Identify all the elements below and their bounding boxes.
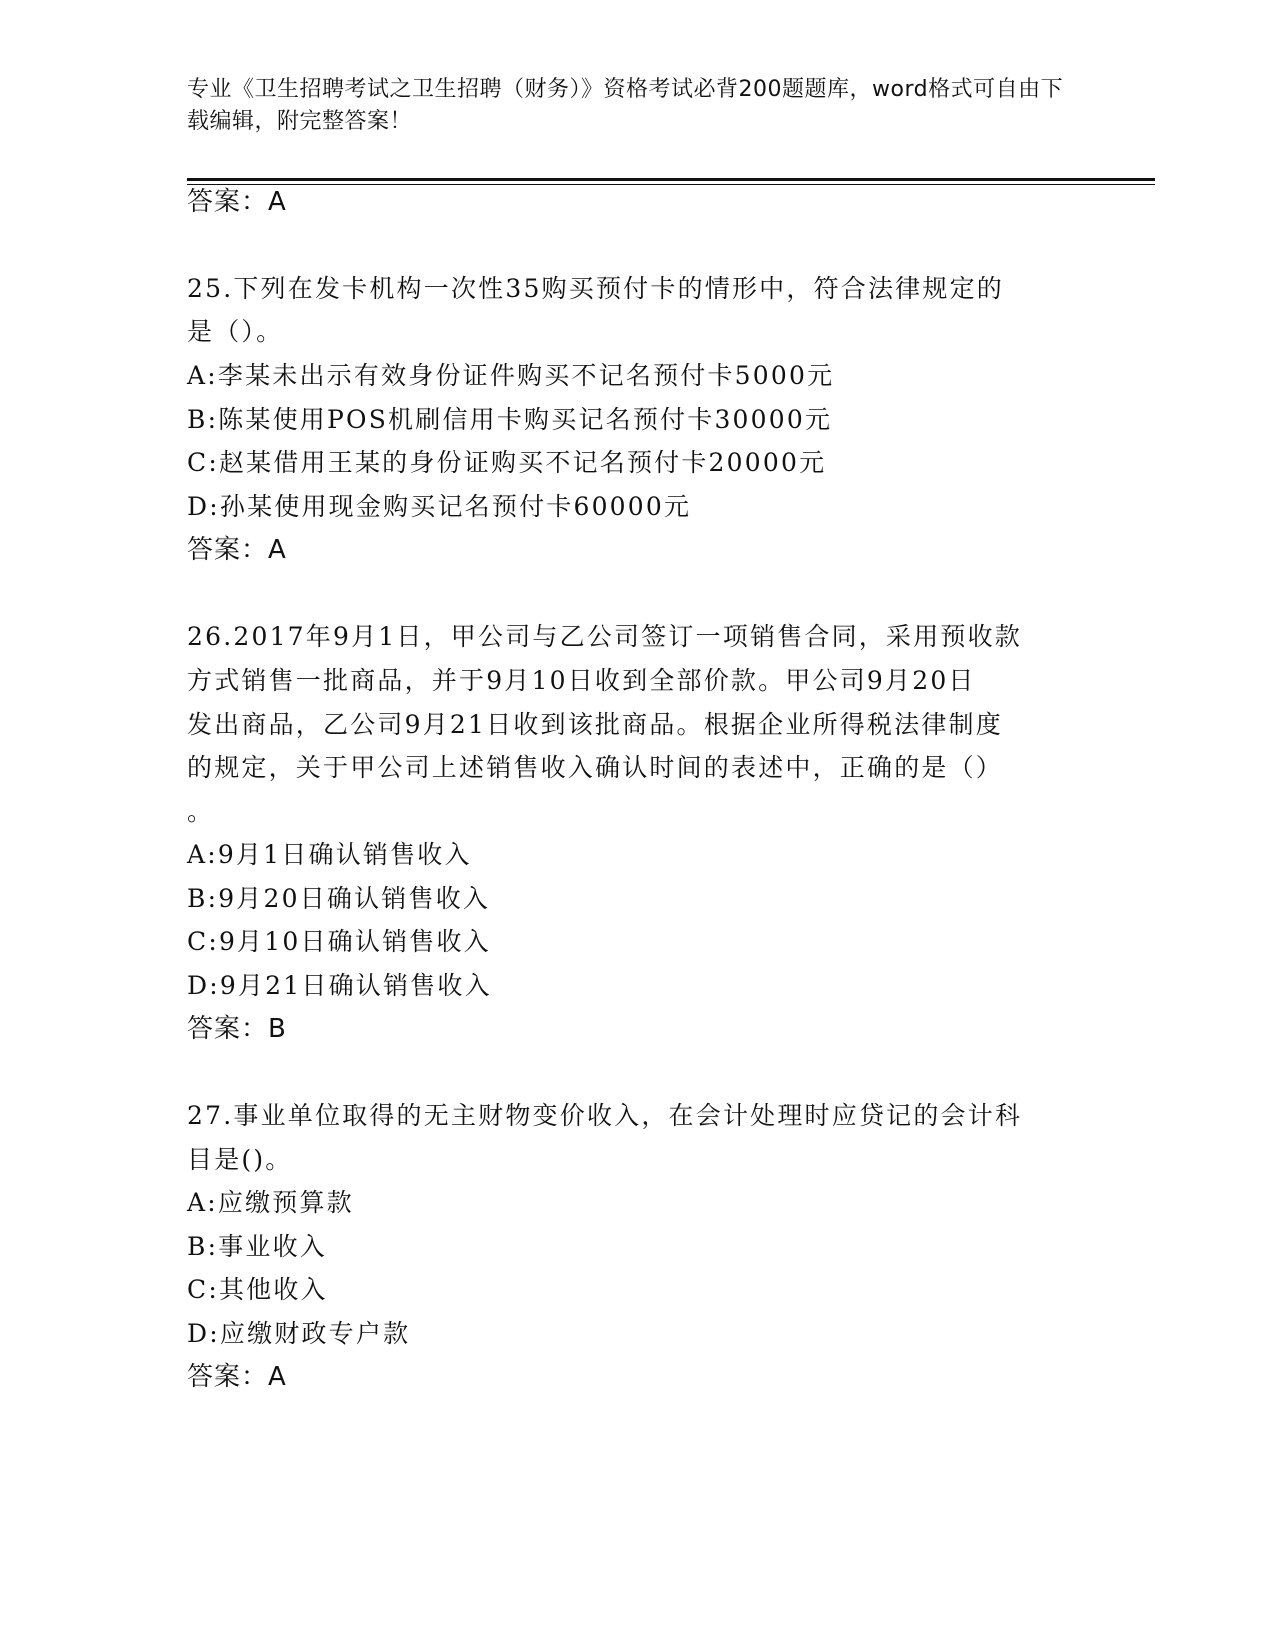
question-27-option-c: C:其他收入 — [187, 1275, 328, 1304]
question-25-stem-line-2: 是（）。 — [187, 317, 284, 346]
question-26-stem-line-5: 。 — [187, 797, 215, 826]
question-26-stem-line-4: 的规定，关于甲公司上述销售收入确认时间的表述中，正确的是（） — [187, 753, 1004, 782]
question-26-stem-line-2: 方式销售一批商品，并于9月10日收到全部价款。甲公司9月20日 — [187, 666, 976, 695]
question-25-option-c: C:赵某借用王某的身份证购买不记名预付卡20000元 — [187, 448, 827, 477]
question-26-option-b: B:9月20日确认销售收入 — [187, 884, 491, 913]
question-26-stem-line-3: 发出商品，乙公司9月21日收到该批商品。根据企业所得税法律制度 — [187, 710, 1003, 739]
question-26-stem-line-1: 26.2017年9月1日，甲公司与乙公司签订一项销售合同，采用预收款 — [187, 622, 1022, 651]
question-26-option-c: C:9月10日确认销售收入 — [187, 927, 491, 956]
answer-27: 答案：A — [187, 1362, 287, 1392]
answer-24: 答案：A — [187, 187, 287, 217]
question-27-stem-line-2: 目是()。 — [187, 1145, 293, 1174]
answer-26: 答案：B — [187, 1014, 287, 1044]
question-25-stem-line-1: 25.下列在发卡机构一次性35购买预付卡的情形中，符合法律规定的 — [187, 274, 1004, 303]
question-27-option-a: A:应缴预算款 — [187, 1188, 354, 1217]
header-rule-thick — [187, 178, 1155, 181]
question-25-option-d: D:孙某使用现金购买记名预付卡60000元 — [187, 492, 692, 521]
answer-25: 答案：A — [187, 535, 287, 565]
document-header: 专业《卫生招聘考试之卫生招聘（财务）》资格考试必背200题题库，word格式可自由下载编辑，附完整答案！ — [187, 77, 1064, 134]
question-27-option-d: D:应缴财政专户款 — [187, 1319, 411, 1348]
question-26-option-a: A:9月1日确认销售收入 — [187, 840, 472, 869]
question-25-option-b: B:陈某使用POS机刷信用卡购买记名预付卡30000元 — [187, 405, 833, 434]
question-25-option-a: A:李某未出示有效身份证件购买不记名预付卡5000元 — [187, 361, 835, 390]
question-26-option-d: D:9月21日确认销售收入 — [187, 971, 492, 1000]
header-rule-thin — [187, 184, 1155, 185]
question-27-option-b: B:事业收入 — [187, 1232, 327, 1261]
question-27-stem-line-1: 27.事业单位取得的无主财物变价收入，在会计处理时应贷记的会计科 — [187, 1101, 1023, 1130]
